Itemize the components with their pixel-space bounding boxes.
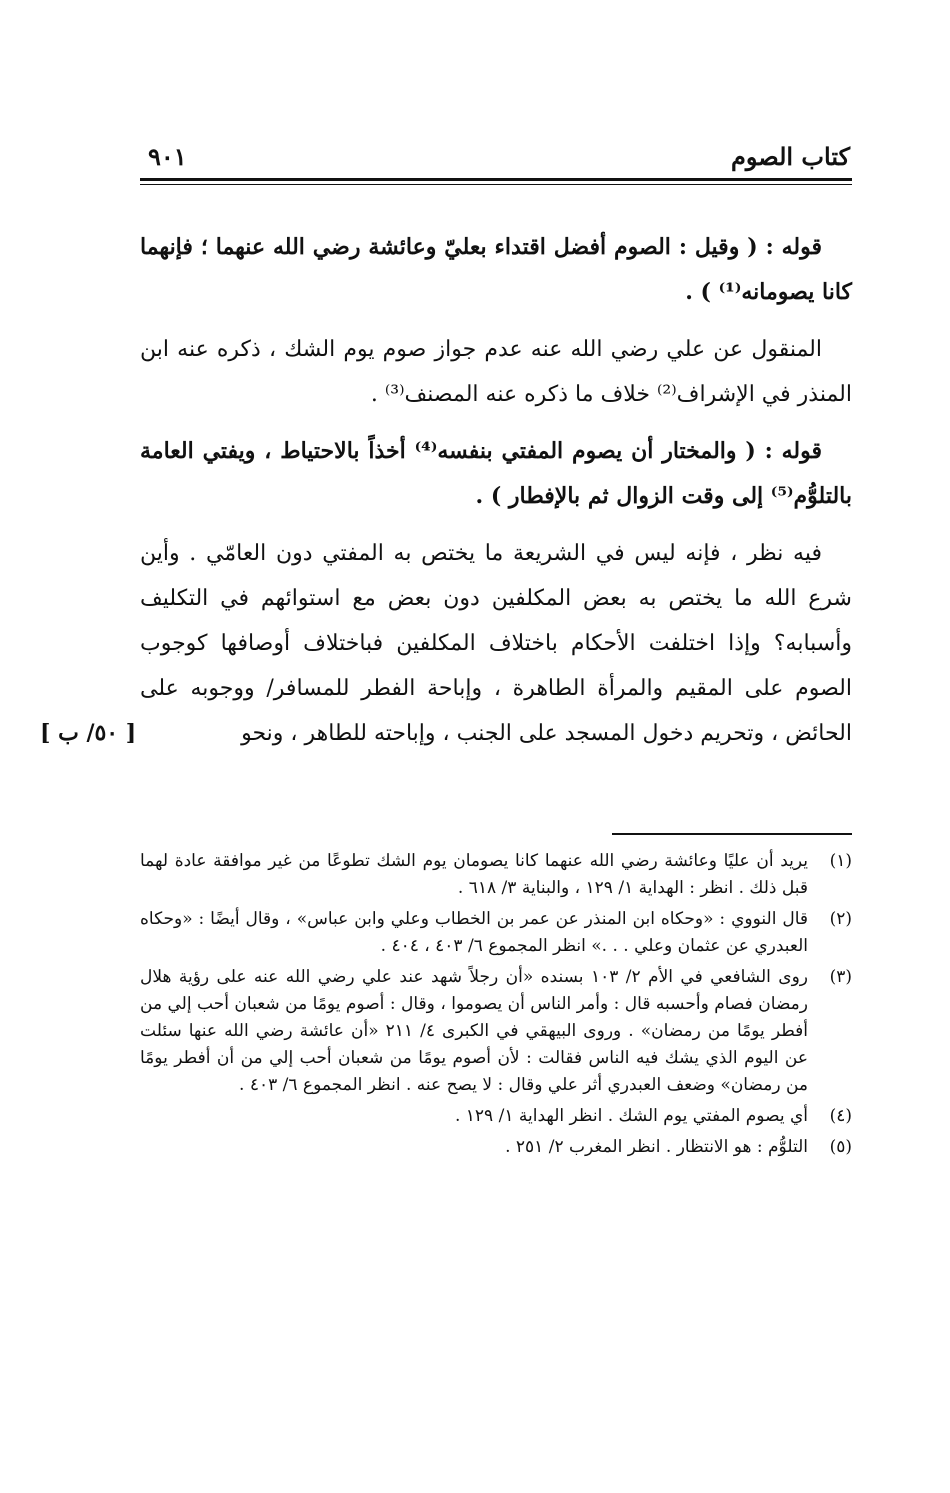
paragraph-commentary-2: فيه نظر ، فإنه ليس في الشريعة ما يختص به المفتي دون العامّي . وأين شرع الله ما يختص به بعض المكلفين دون بعض مع استوائهم في التكليف وأسبابه؟ وإذا اختلفت الأحكام باختلاف المكلفين فباختلاف أوصافها كوجوب الصوم على المقيم والمرأة الطاهرة ، وإباحة الفطر للمسافر/ ووجوبه على الحائض ، وتحريم دخول المسجد على الجنب ، وإباحته للطاهر ، ونحو <box>140 541 852 746</box>
footnote-number: (١) <box>829 851 852 871</box>
footnote-rule <box>612 833 852 835</box>
footnote-item <box>140 848 852 902</box>
footnote-text: روى الشافعي في الأم ٢/ ١٠٣ بسنده «أن رجلاً شهد عند علي رضي الله عنه على رؤية هلال رمضان فصام وأحسبه قال : وأمر الناس أن يصوموا ، وقال : أصوم يومًا من شعبان أحب إلي من أفطر يومًا من رمضان» . وروى البيهقي في الكبرى ٤/ ٢١١ «أن عائشة رضي الله عنها سئلت عن اليوم الذي يشك فيه الناس فقالت : لأن أصوم يومًا من شعبان أحب إلي من أن أفطر يومًا من رمضان» وضعف العبدري أثر علي وقال : لا يصح عنه . انظر المجموع ٦/ ٤٠٣ . <box>140 967 808 1095</box>
footnote-item <box>140 1103 852 1130</box>
paragraph-quote-2: قوله : ( والمختار أن يصوم المفتي بنفسه⁽⁴⁾ أخذاً بالاحتياط ، ويفتي العامة بالتلوُّم⁽⁵⁾ إلى وقت الزوال ثم بالإفطار ) . <box>140 438 852 509</box>
footnote-number: (٥) <box>829 1137 852 1157</box>
footnote-number: (٣) <box>829 967 852 987</box>
footnote-item <box>140 964 852 1099</box>
footnote-text: قال النووي : «وحكاه ابن المنذر عن عمر بن الخطاب وعلي وابن عباس» ، وقال أيضًا : «وحكاه العبدري عن عثمان وعلي . . .» انظر المجموع ٦/ ٤٠٣ ، ٤٠٤ . <box>140 909 808 956</box>
running-title: كتاب الصوم <box>731 142 850 171</box>
footnote-text: التلوُّم : هو الانتظار . انظر المغرب ٢/ ٢٥١ . <box>505 1137 808 1157</box>
main-text <box>140 225 852 768</box>
paragraph-quote-1: قوله : ( وقيل : الصوم أفضل اقتداء بعليّ وعائشة رضي الله عنهما ؛ فإنهما كانا يصومانه⁽¹⁾ ) . <box>140 234 852 305</box>
footnote-item <box>140 906 852 960</box>
page-number: ٩٠١ <box>148 142 187 171</box>
footnotes <box>140 848 852 1165</box>
footnote-item <box>140 1134 852 1161</box>
header-rule-thin <box>140 184 852 185</box>
footnote-number: (٢) <box>829 909 852 929</box>
manuscript-folio-marker: [ ٥٠/ ب ] <box>40 720 137 746</box>
footnote-text: يريد أن عليًا وعائشة رضي الله عنهما كانا يصومان يوم الشك تطوعًا من غير موافقة عادة لهما قبل ذلك . انظر : الهداية ١/ ١٢٩ ، والبناية ٣/ ٦١٨ . <box>140 851 808 898</box>
header-rule <box>140 178 852 181</box>
footnote-number: (٤) <box>829 1106 852 1126</box>
footnote-text: أي يصوم المفتي يوم الشك . انظر الهداية ١/ ١٢٩ . <box>454 1106 808 1126</box>
paragraph-commentary-1: المنقول عن علي رضي الله عنه عدم جواز صوم يوم الشك ، ذكره عنه ابن المنذر في الإشراف⁽²⁾ خلاف ما ذكره عنه المصنف⁽³⁾ . <box>140 337 852 407</box>
page-header <box>140 142 850 182</box>
